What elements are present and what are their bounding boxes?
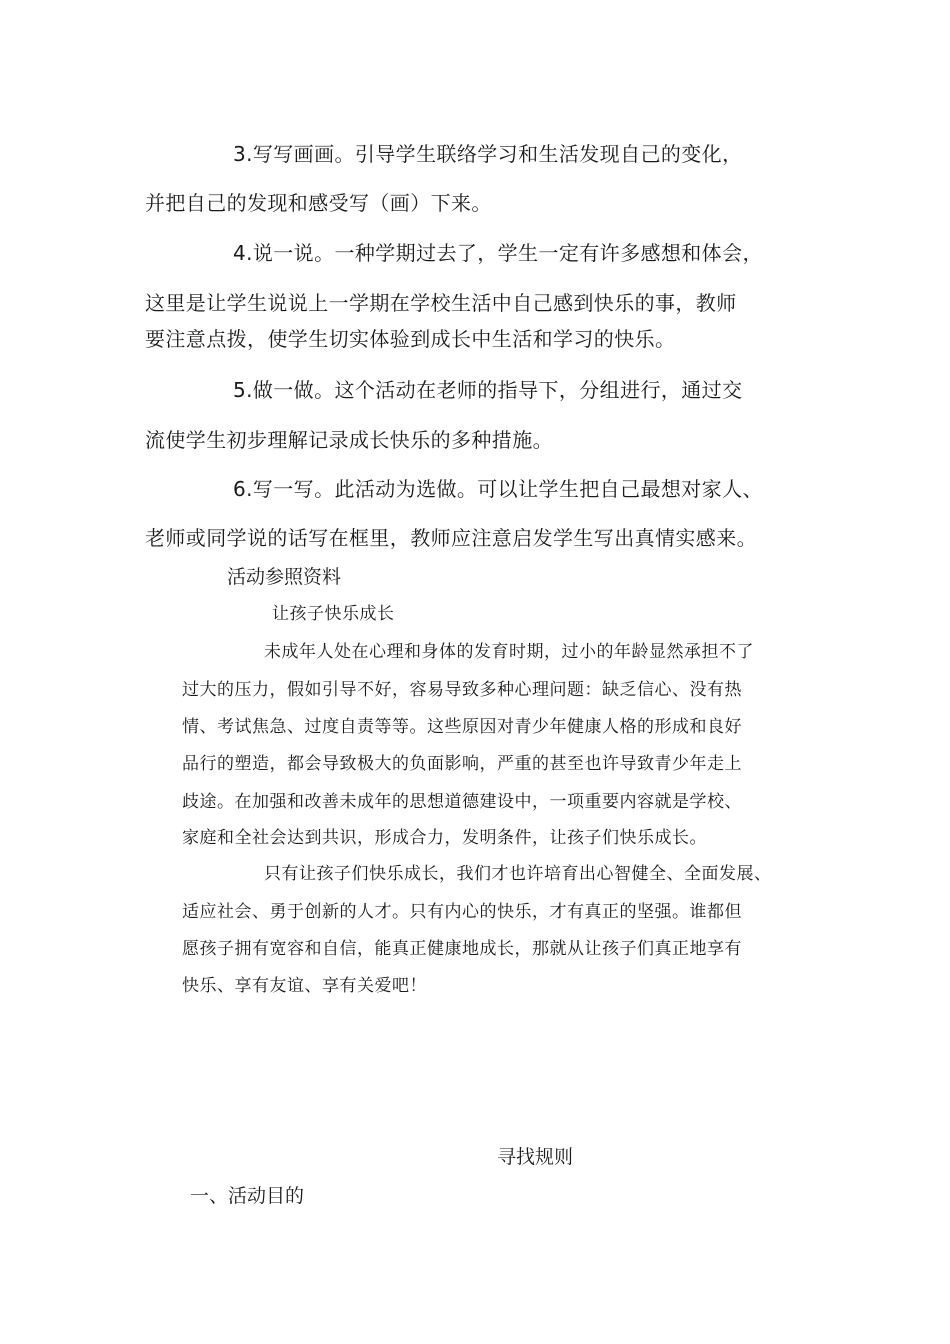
item4-line2: 这里是让学生说说上一学期在学校生活中自己感到快乐的事，教师 bbox=[145, 291, 737, 315]
para1-line: 未成年人处在心理和身体的发育时期，过小的年龄显然承担不了 bbox=[264, 642, 754, 662]
reference-heading: 活动参照资料 bbox=[227, 566, 342, 588]
item5-line1: 5.做一做。这个活动在老师的指导下，分组进行，通过交 bbox=[233, 378, 743, 402]
para1-line: 情、考试焦急、过度自责等等。这些原因对青少年健康人格的形成和良好 bbox=[182, 717, 742, 737]
para2-line: 快乐、享有友谊、享有关爱吧！ bbox=[182, 976, 427, 996]
para2-line: 愿孩子拥有宽容和自信，能真正健康地成长，那就从让孩子们真正地享有 bbox=[182, 939, 742, 959]
para1-line: 过大的压力，假如引导不好，容易导致多种心理问题：缺乏信心、没有热 bbox=[182, 680, 742, 700]
section-heading: 一、活动目的 bbox=[190, 1185, 305, 1207]
item6-line2: 老师或同学说的话写在框里，教师应注意启发学生写出真情实感来。 bbox=[145, 526, 757, 550]
para1-line: 家庭和全社会达到共识，形成合力，发明条件，让孩子们快乐成长。 bbox=[182, 828, 707, 848]
section-title: 寻找规则 bbox=[497, 1146, 574, 1168]
item3-line2: 并把自己的发现和感受写（画）下来。 bbox=[145, 191, 492, 215]
para2-line: 只有让孩子们快乐成长，我们才也许培育出心智健全、全面发展、 bbox=[264, 864, 772, 884]
item3-line1: 3.写写画画。引导学生联络学习和生活发现自己的变化， bbox=[233, 142, 743, 166]
item4-line1: 4.说一说。一种学期过去了，学生一定有许多感想和体会， bbox=[233, 241, 763, 265]
article-title: 让孩子快乐成长 bbox=[272, 604, 395, 624]
para1-line: 品行的塑造，都会导致极大的负面影响，严重的甚至也许导致青少年走上 bbox=[182, 754, 742, 774]
item4-line3: 要注意点拨，使学生切实体验到成长中生活和学习的快乐。 bbox=[145, 327, 676, 351]
item6-line1: 6.写一写。此活动为选做。可以让学生把自己最想对家人、 bbox=[233, 477, 763, 501]
para2-line: 适应社会、勇于创新的人才。只有内心的快乐，才有真正的坚强。谁都但 bbox=[182, 902, 742, 922]
item5-line2: 流使学生初步理解记录成长快乐的多种措施。 bbox=[145, 428, 553, 452]
para1-line: 歧途。在加强和改善未成年的思想道德建设中，一项重要内容就是学校、 bbox=[182, 792, 742, 812]
